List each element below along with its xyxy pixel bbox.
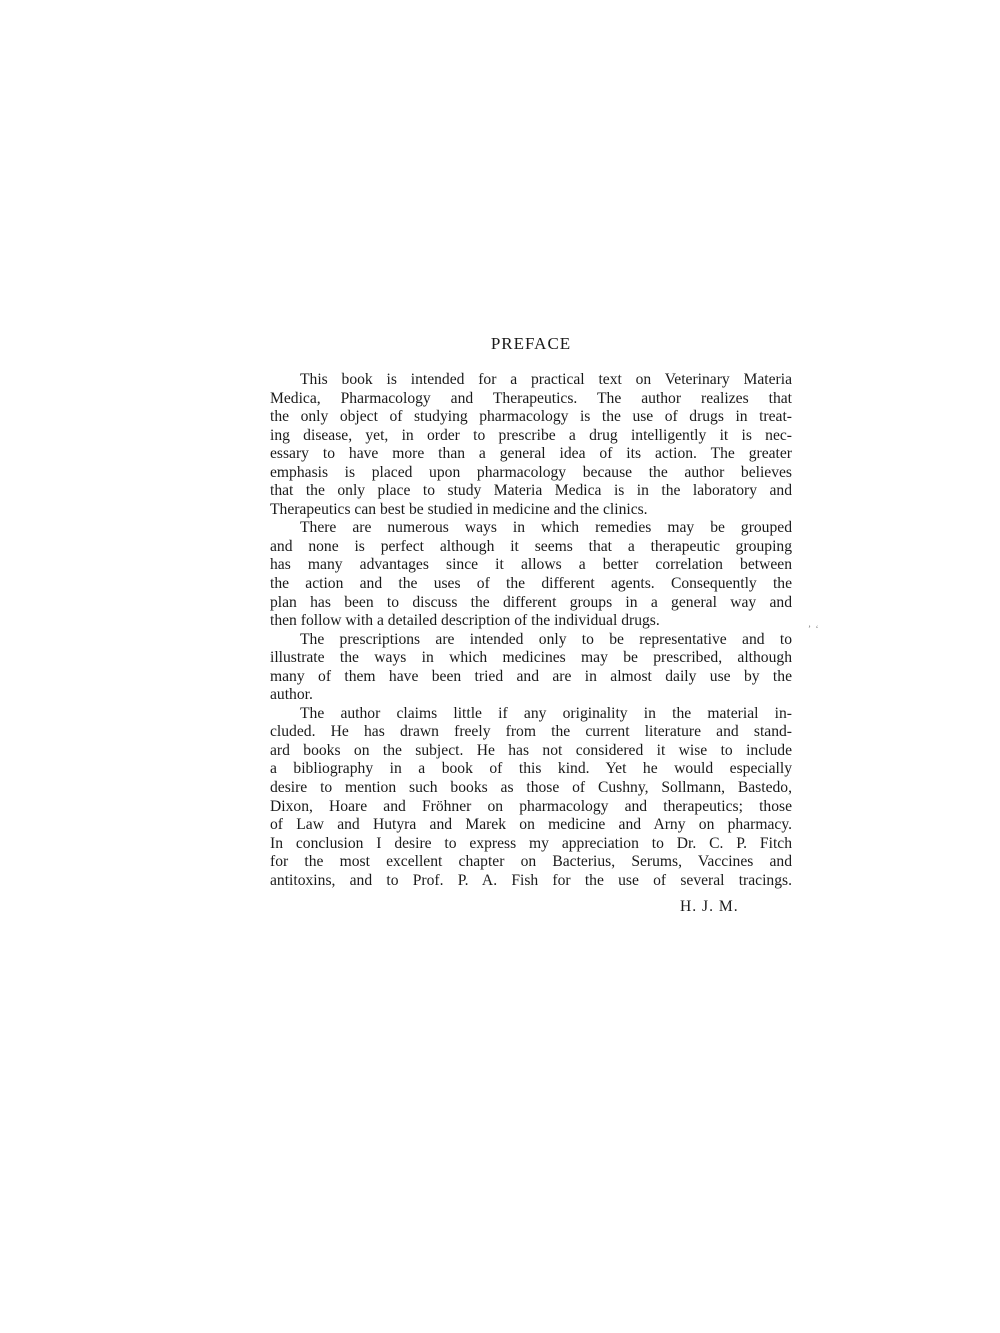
text-line: The author claims little if any originality in the material in-	[300, 704, 792, 722]
text-line: a bibliography in a book of this kind. Yet he would especially	[270, 760, 792, 778]
text-line: This book is intended for a practical text on Veterinary Materia	[300, 371, 792, 388]
text-line: Therapeutics can best be studied in medicine and the clinics.	[270, 500, 648, 518]
margin-speck: ’ ‘	[808, 624, 819, 634]
text-line: the action and the uses of the different agents. Consequently the	[270, 575, 792, 593]
author-signature: H. J. M.	[680, 898, 739, 915]
text-line: In conclusion I desire to express my appreciation to Dr. C. P. Fitch	[270, 834, 792, 852]
text-line: the only object of studying pharmacology is the use of drugs in treat-	[270, 408, 792, 426]
text-line: emphasis is placed upon pharmacology because the author believes	[270, 463, 792, 481]
page-title: PREFACE	[490, 334, 572, 353]
text-line: that the only place to study Materia Medica is in the laboratory and	[270, 482, 792, 500]
text-line: desire to mention such books as those of Cushny, Sollmann, Bastedo,	[270, 779, 792, 797]
text-line: antitoxins, and to Prof. P. A. Fish for the use of several tracings.	[270, 871, 792, 889]
text-line: ard books on the subject. He has not considered it wise to include	[270, 741, 792, 759]
text-line: Dixon, Hoare and Fröhner on pharmacology and therapeutics; those	[270, 797, 792, 815]
text-line: cluded. He has drawn freely from the current literature and stand-	[270, 723, 792, 741]
text-line: author.	[270, 686, 313, 704]
text-line: many of them have been tried and are in almost daily use by the	[270, 667, 792, 685]
text-line: There are numerous ways in which remedies may be grouped	[300, 519, 792, 537]
text-line: The prescriptions are intended only to be representative and to	[300, 630, 792, 648]
text-line: ing disease, yet, in order to prescribe a drug intelligently it is nec-	[270, 426, 792, 444]
text-line: then follow with a detailed description of the individual drugs.	[270, 612, 660, 630]
text-line: for the most excellent chapter on Bacterius, Serums, Vaccines and	[270, 853, 792, 871]
text-line: of Law and Hutyra and Marek on medicine and Arny on pharmacy.	[270, 816, 792, 834]
text-line: plan has been to discuss the different groups in a general way and	[270, 593, 792, 611]
text-line: has many advantages since it allows a better correlation between	[270, 556, 792, 574]
text-line: illustrate the ways in which medicines may be prescribed, although	[270, 649, 792, 667]
text-line: Medica, Pharmacology and Therapeutics. The author realizes that	[270, 389, 792, 407]
preface-body	[270, 371, 792, 890]
text-line: and none is perfect although it seems that a therapeutic grouping	[270, 537, 792, 555]
text-line: essary to have more than a general idea of its action. The greater	[270, 445, 792, 463]
